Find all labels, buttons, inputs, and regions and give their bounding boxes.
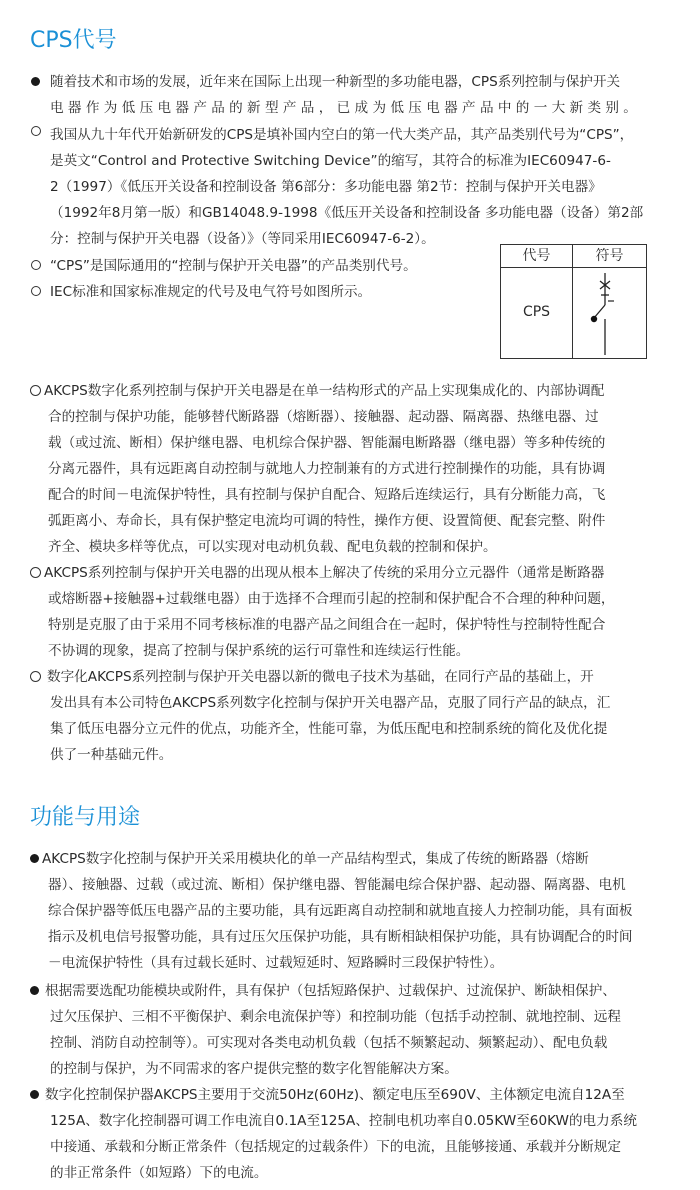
text-line: 配合的时间－电流保护特性，具有控制与保护自配合、短路后连续运行，具有分断能力高，飞 [48, 487, 606, 503]
cps-electrical-symbol-icon [589, 271, 629, 355]
text-line: （1992年8月第一版）和GB14048.9-1998《低压开关设备和控制设备 多功能电器（设备）第2部 [50, 205, 644, 221]
bullet-ring-icon [31, 260, 41, 270]
text-line [30, 1082, 670, 1108]
paragraph [30, 664, 670, 768]
text-line: 随着技术和市场的发展，近年来在国际上出现一种新型的多功能电器，CPS系列控制与保护开关 [50, 74, 621, 90]
paragraph [30, 846, 670, 976]
text-line-body: AKCPS数字化控制与保护开关采用模块化的单一产品结构型式，集成了传统的断路器（熔断 [42, 851, 589, 867]
table-header-code: 代号 [522, 248, 551, 264]
code-symbol-table [500, 244, 647, 359]
text-line: 分离元器件，具有远距离自动控制与就地人力控制兼有的方式进行控制操作的功能，具有协调 [48, 461, 606, 477]
text-line: 指示及机电信号报警功能，具有过压欠压保护功能，具有断相缺相保护功能，具有协调配合的时间 [48, 929, 633, 945]
bullet-solid-icon [30, 986, 39, 995]
text-line: 我国从九十年代开始新研发的CPS是填补国内空白的第一代大类产品，其产品类别代号为“CPS”， [50, 127, 634, 143]
text-line: 电 器 作 为 低 压 电 器 产 品 的 新 型 产 品 ， 已 成 为 低 压 电 器 产 品 中 的 一 大 新 类 别 。 [50, 100, 637, 116]
text-line: 过欠压保护、三相不平衡保护、剩余电流保护等）和控制功能（包括手动控制、就地控制、远程 [50, 1009, 621, 1025]
section-heading-functions: 功能与用途 [30, 805, 141, 830]
text-line: “CPS”是国际通用的“控制与保护开关电器”的产品类别代号。 [50, 258, 417, 274]
text-line: 不协调的现象，提高了控制与保护系统的运行可靠性和连续运行性能。 [48, 643, 470, 659]
text-line: 供了一种基础元件。 [50, 747, 173, 763]
paragraph [50, 69, 670, 121]
paragraph [30, 378, 670, 560]
text-line [30, 846, 670, 872]
text-line: 载（或过流、断相）保护继电器、电机综合保护器、智能漏电断路器（继电器）等多种传统的 [48, 435, 606, 451]
text-line: 综合保护器等低压电器产品的主要功能，具有远距离自动控制和就地直接人力控制功能，具有面板 [48, 903, 633, 919]
text-line: 齐全、模块多样等优点，可以实现对电动机负载、配电负载的控制和保护。 [48, 539, 497, 555]
paragraph [30, 560, 670, 664]
paragraph [30, 1082, 670, 1186]
text-line: 控制、消防自动控制等）。可实现对各类电动机负载（包括不频繁起动、频繁起动）、配电负载 [50, 1035, 608, 1051]
bullet-solid-icon [31, 77, 40, 86]
bullet-ring-icon [31, 286, 41, 296]
table-header-symbol: 符号 [595, 248, 624, 264]
bullet-ring-icon [31, 126, 41, 136]
text-line: 合的控制与保护功能，能够替代断路器（熔断器）、接触器、起动器、隔离器、热继电器、过 [48, 409, 599, 425]
text-line-body: AKCPS系列控制与保护开关电器的出现从根本上解决了传统的采用分立元器件（通常是断路器 [44, 565, 605, 581]
text-line [30, 560, 670, 586]
text-line [30, 378, 670, 404]
text-line: IEC标准和国家标准规定的代号及电气符号如图所示。 [50, 284, 372, 300]
text-line-body: 数字化AKCPS系列控制与保护开关电器以新的微电子技术为基础，在同行产品的基础上，开 [47, 669, 594, 685]
paragraph [50, 253, 490, 279]
text-line: 的控制与保护，为不同需求的客户提供完整的数字化智能解决方案。 [50, 1061, 458, 1077]
text-line: 或熔断器+接触器+过载继电器）由于选择不合理而引起的控制和保护配合不合理的种种问题， [48, 591, 615, 607]
bullet-ring-icon [30, 567, 41, 578]
paragraph [30, 978, 670, 1082]
text-line: 发出具有本公司特色AKCPS系列数字化控制与保护开关电器产品，克服了同行产品的缺点，汇 [50, 695, 611, 711]
text-line: 特别是克服了由于采用不同考核标准的电器产品之间组合在一起时，保护特性与控制特性配合 [48, 617, 606, 633]
bullet-ring-icon [30, 385, 41, 396]
text-line-body: 数字化控制保护器AKCPS主要用于交流50Hz(60Hz)、额定电压至690V、主体额定电流自12A至 [45, 1087, 625, 1103]
text-line: 2（1997）《低压开关设备和控制设备 第6部分：多功能电器 第2节：控制与保护开关电器》 [50, 179, 602, 195]
table-code-value: CPS [522, 304, 551, 320]
text-line [30, 978, 670, 1004]
text-line-body: AKCPS数字化系列控制与保护开关电器是在单一结构形式的产品上实现集成化的、内部协调配 [44, 383, 605, 399]
text-line [30, 664, 670, 690]
bullet-ring-icon [30, 671, 41, 682]
text-line: 125A、数字化控制器可调工作电流自0.1A至125A、控制电机功率自0.05KW至60KW的电力系统 [50, 1113, 637, 1129]
text-line: 中接通、承载和分断正常条件（包括规定的过载条件）下的电流，且能够接通、承载并分断规定 [50, 1139, 621, 1155]
text-line: 是英文“Control and Protective Switching Device”的缩写，其符合的标准为IEC60947-6- [50, 153, 611, 169]
text-line: 弧距离小、寿命长，具有保护整定电流均可调的特性，操作方便、设置简便、配套完整、附件 [48, 513, 606, 529]
text-line: 器）、接触器、过载（或过流、断相）保护继电器、智能漏电综合保护器、起动器、隔离器、电机 [48, 877, 626, 893]
table-divider [501, 267, 646, 268]
text-line: 集了低压电器分立元件的优点，功能齐全，性能可靠，为低压配电和控制系统的简化及优化提 [50, 721, 608, 737]
paragraph [50, 279, 490, 305]
bullet-solid-icon [30, 854, 39, 863]
text-line: 分：控制与保护开关电器（设备）》（等同采用IEC60947-6-2）。 [50, 231, 435, 247]
text-line: －电流保护特性（具有过载长延时、过载短延时、短路瞬时三段保护特性）。 [48, 955, 504, 971]
text-line-body: 根据需要选配功能模块或附件，具有保护（包括短路保护、过载保护、过流保护、断缺相保护、 [45, 983, 616, 999]
bullet-solid-icon [30, 1090, 39, 1099]
paragraph [50, 122, 670, 252]
section-heading-cps: CPS代号 [30, 28, 117, 53]
text-line: 的非正常条件（如短路）下的电流。 [50, 1165, 268, 1181]
